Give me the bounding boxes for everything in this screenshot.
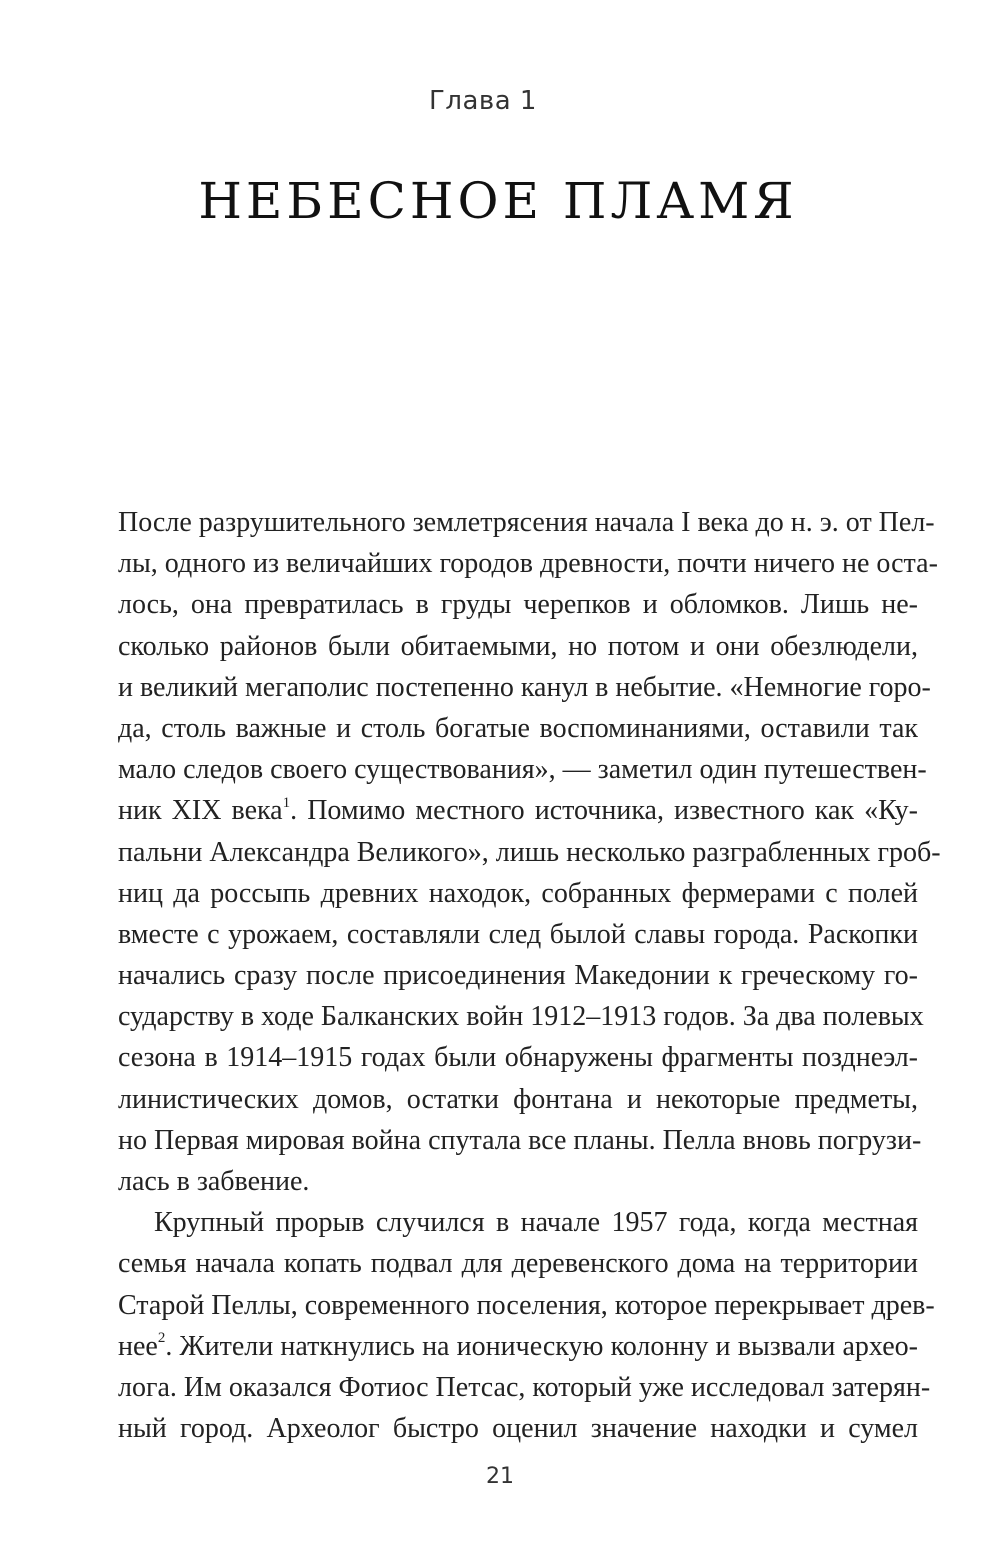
text-line: семья начала копать подвал для деревенского дома на территории (118, 1248, 918, 1280)
text-line: лы, одного из величайших городов древности, почти ничего не оста- (118, 548, 938, 580)
text-line: После разрушительного землетрясения начала I века до н. э. от Пел- (118, 507, 935, 538)
chapter-title: НЕБЕСНОЕ ПЛАМЯ (198, 172, 798, 230)
body-text (118, 502, 941, 1449)
text-fragment: нее (118, 1330, 158, 1362)
text-line: сколько районов были обитаемыми, но потом и они обезлюдели, (118, 630, 918, 662)
chapter-label: Глава 1 (429, 86, 537, 116)
text-line-with-footnote (118, 1326, 918, 1367)
text-line: Крупный прорыв случился в начале 1957 года, когда местная (154, 1207, 918, 1239)
text-line-with-footnote (118, 790, 918, 831)
text-line: лось, она превратилась в груды черепков и обломков. Лишь не- (118, 589, 918, 621)
footnote-marker: 1 (282, 794, 291, 811)
text-line: ниц да россыпь древних находок, собранных фермерами с полей (118, 877, 918, 909)
text-line: вместе с урожаем, составляли след былой славы города. Раскопки (118, 918, 918, 950)
text-line: да, столь важные и столь богатые воспоминаниями, оставили так (118, 712, 918, 744)
text-line: но Первая мировая война спутала все планы. Пелла вновь погрузи- (118, 1124, 922, 1156)
text-fragment: . Жители наткнулись на ионическую колонну и вызвали архео- (165, 1330, 918, 1362)
text-line: ный город. Археолог быстро оценил значение находки и сумел (118, 1413, 918, 1445)
text-line: Старой Пеллы, современного поселения, которое перекрывает древ- (118, 1289, 935, 1321)
text-line: сезона в 1914–1915 годах были обнаружены фрагменты позднеэл- (118, 1042, 918, 1074)
text-line: сударству в ходе Балканских войн 1912–1913 годов. За два полевых (118, 1001, 924, 1033)
text-line: линистических домов, остатки фонтана и некоторые предметы, (118, 1083, 918, 1115)
text-line: лога. Им оказался Фотиос Петсас, который уже исследовал затерян- (118, 1371, 931, 1403)
page-number: 21 (486, 1464, 514, 1489)
text-line: начались сразу после присоединения Македонии к греческому го- (118, 960, 918, 992)
footnote-marker: 2 (157, 1330, 166, 1347)
text-line: и великий мегаполис постепенно канул в небытие. «Немногие горо- (118, 671, 931, 703)
text-line: мало следов своего существования», — заметил один путешествен- (118, 754, 927, 786)
text-fragment: . Помимо местного источника, известного как «Ку- (290, 795, 918, 827)
text-line: пальни Александра Великого», лишь несколько разграбленных гроб- (118, 836, 941, 868)
text-fragment: ник XIX века (118, 795, 283, 827)
text-line: лась в забвение. (118, 1166, 310, 1197)
